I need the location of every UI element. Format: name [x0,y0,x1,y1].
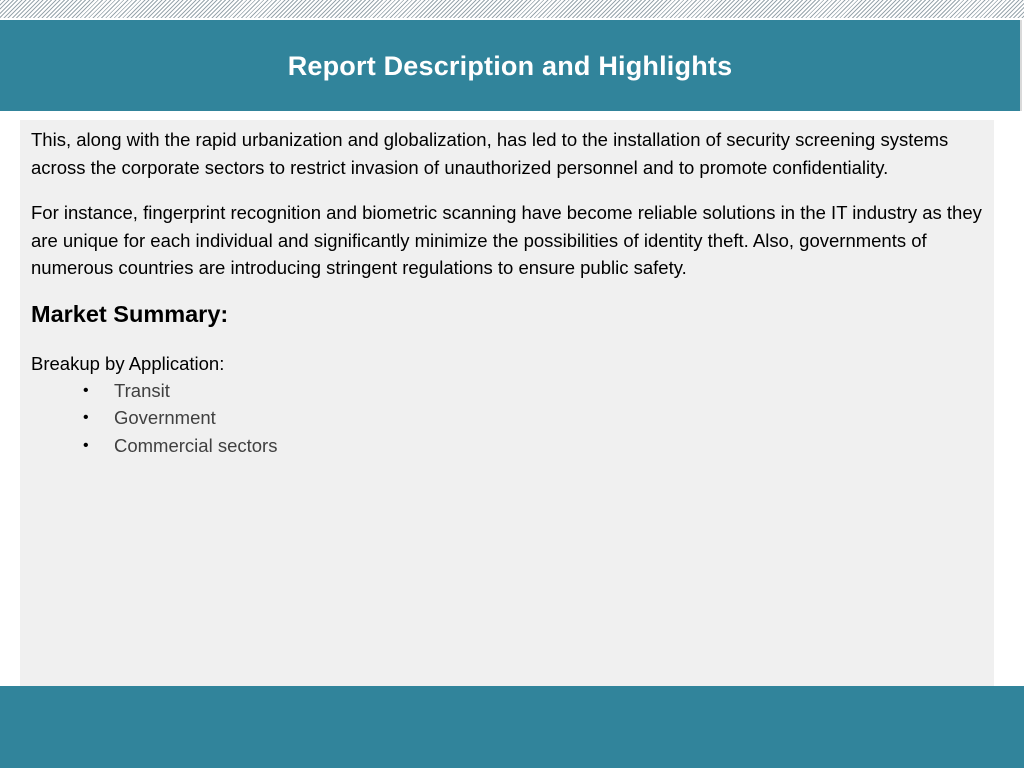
application-list [31,377,983,460]
paragraph-example: For instance, fingerprint recognition and biometric scanning have become reliable solutions in the IT industry as they are unique for each individual and significantly minimize the possibilities of identity theft. Also, governments of numerous countries are introducing stringent regulations to ensure public safety. [31,202,982,278]
breakup-label: Breakup by Application: [31,352,225,374]
list-item [83,377,983,405]
list-item [83,404,983,432]
list-item [83,432,983,460]
page-title: Report Description and Highlights [287,51,733,81]
list-item-label: Commercial sectors [114,434,278,456]
section-heading-market-summary: Market Summary: [31,300,229,327]
bullet-icon: • [83,436,89,454]
list-item-label: Transit [114,379,170,401]
content-panel [20,120,994,686]
paragraph-intro: This, along with the rapid urbanization and globalization, has led to the installation of security screening systems across the corporate sectors to restrict invasion of unauthorized personnel and to promote confidentiality. [31,129,949,178]
footer-bar [0,686,1024,768]
bullet-icon: • [83,381,89,399]
bullet-icon: • [83,409,89,426]
list-item-label: Government [114,407,216,428]
decorative-top-stripe [0,0,1024,18]
header-bar [0,20,1022,111]
